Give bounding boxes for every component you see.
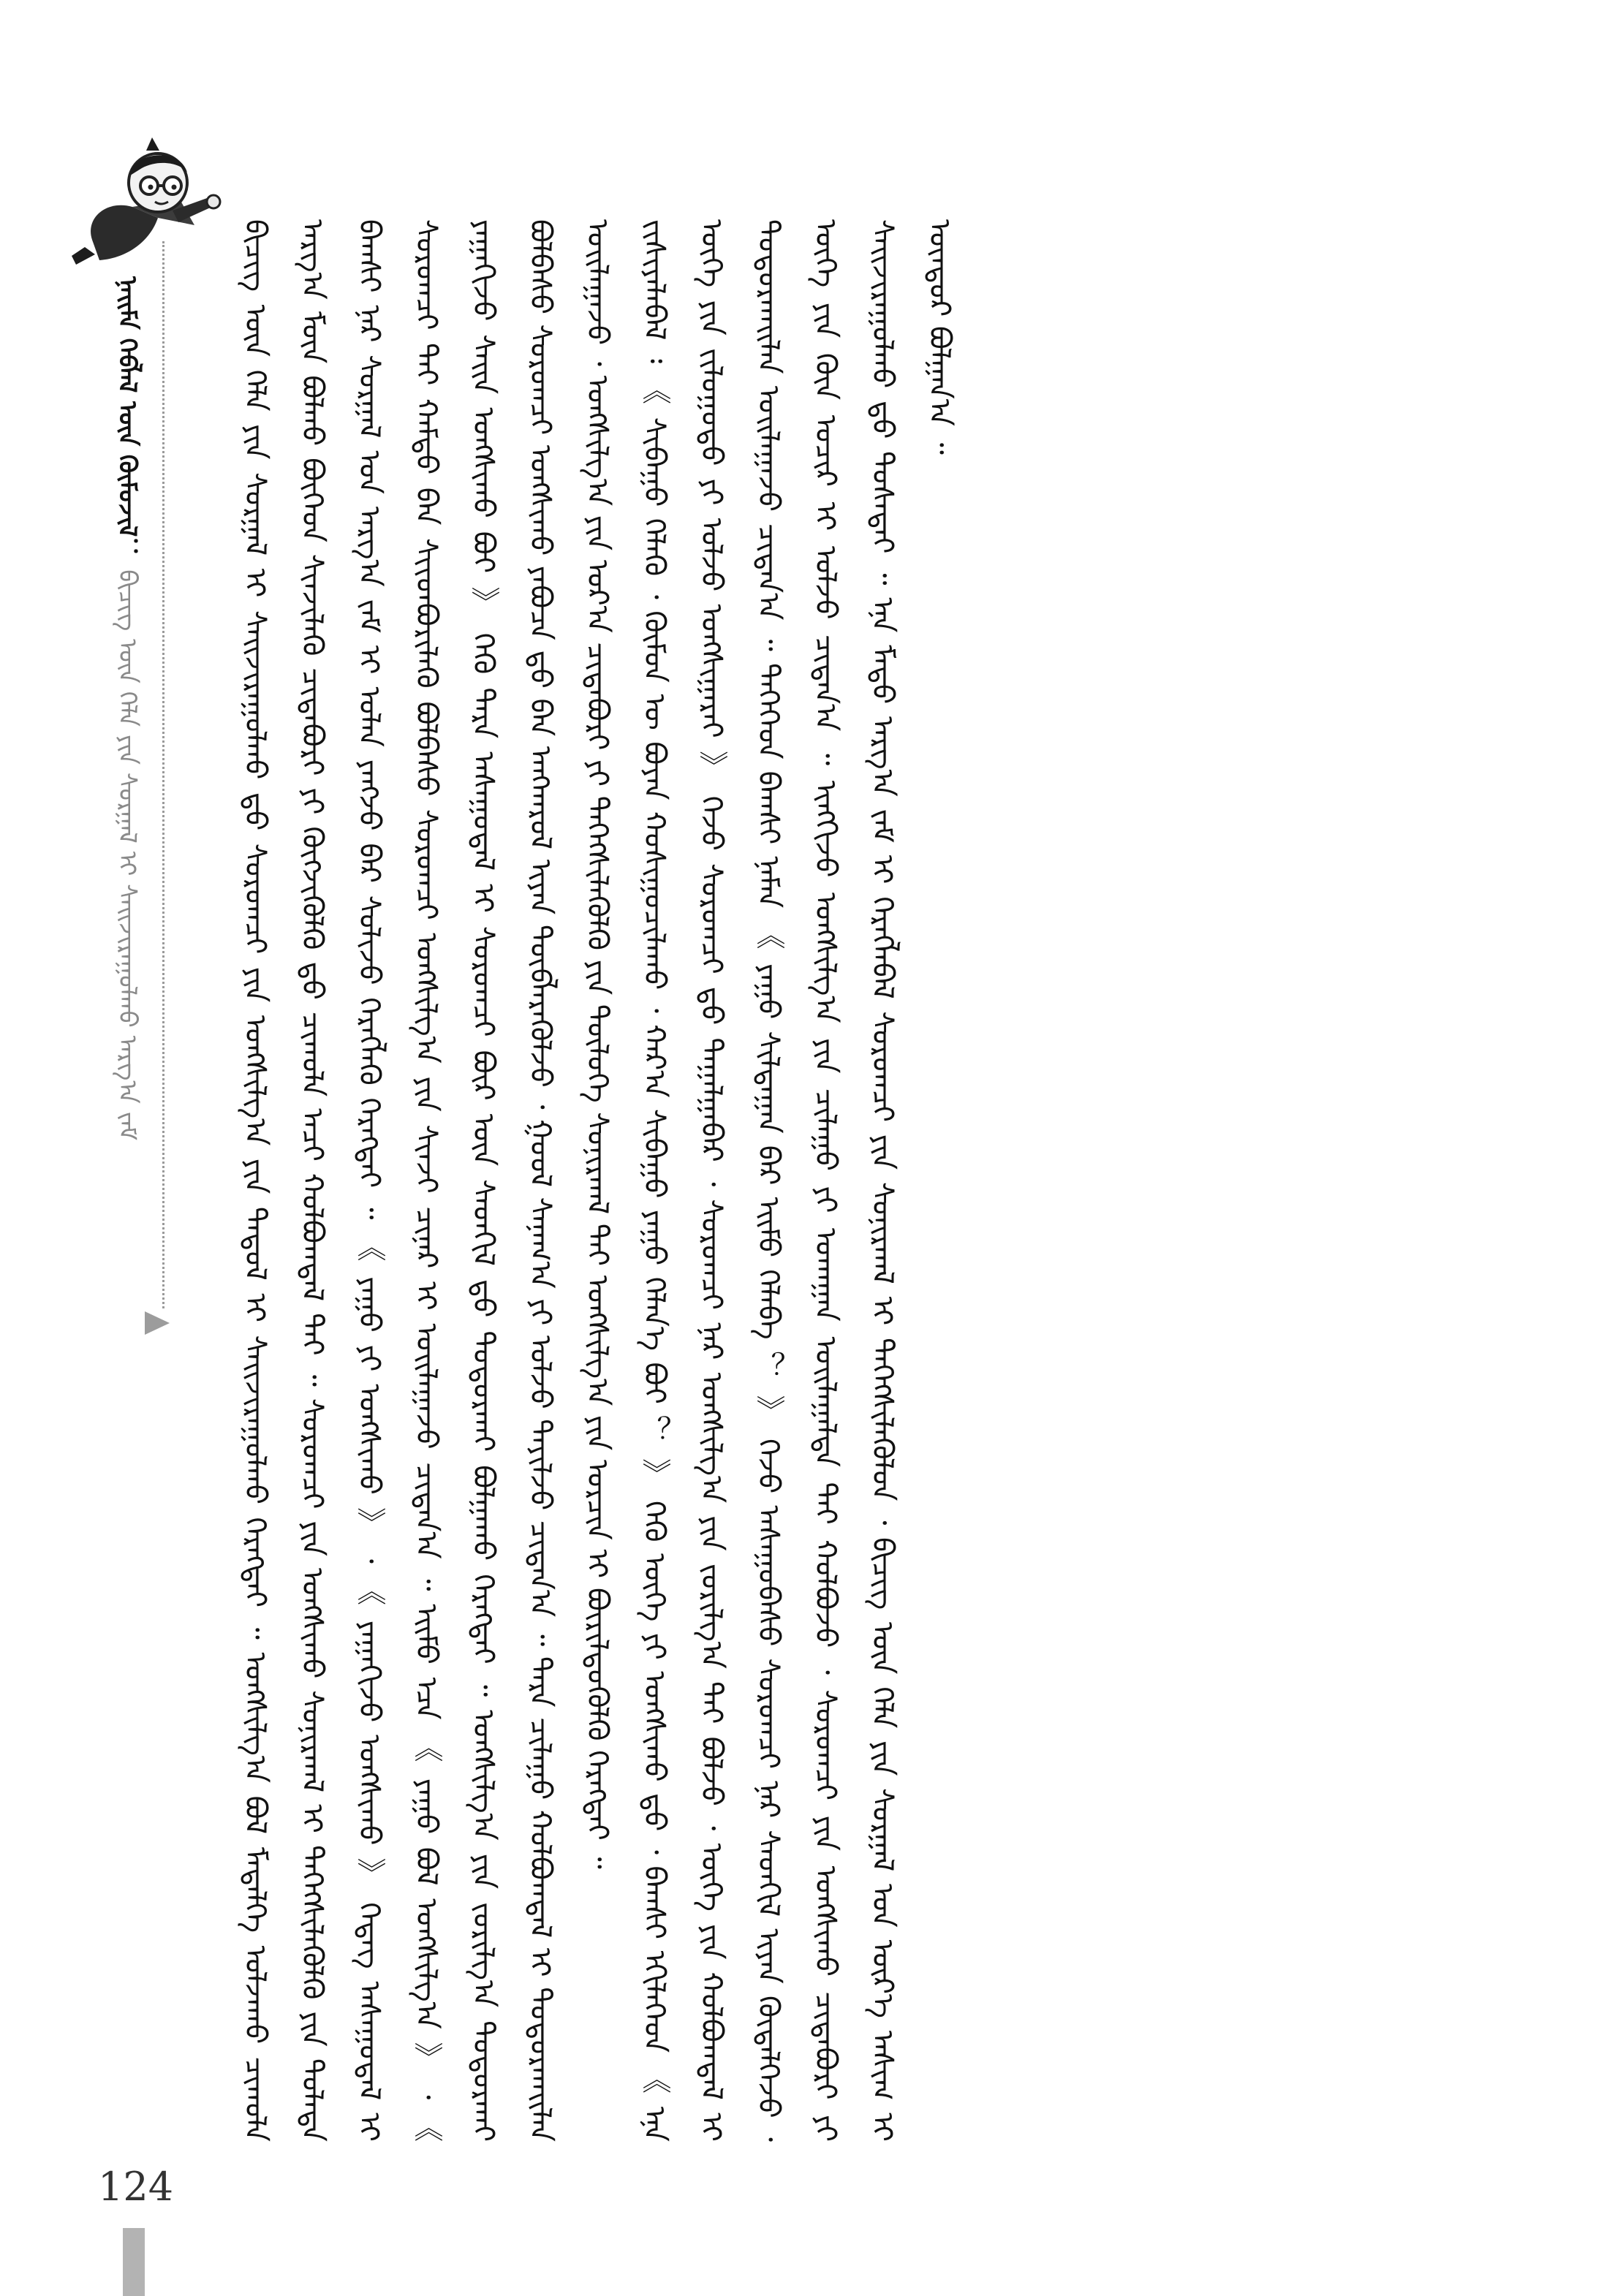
body-text [227,219,1477,2142]
page-number: 124 [98,2164,174,2210]
running-header-section: ᠪᠢᠴᠢᠭ ᠦᠨ ᠬᠡᠯᠡ ᠶᠢᠨ ᠰᠤᠷᠭᠠᠯ ᠢ ᠰᠠᠢᠵᠢᠷᠠᠭᠤᠯᠬᠤ ᠠᠷᠭ᠎ᠠ ᠵᠠᠮ [113,569,142,1141]
running-header-chapter: ᠨᠠᠢᠮᠠ ᠬᠡᠪᠯᠡᠯ ᠦᠨ ᠬᠦᠮᠦᠵᠢᠯ [113,276,142,537]
page-edge-tab [123,2228,145,2296]
arrow-marker-icon [145,1311,170,1335]
header-dotted-rule [162,241,164,1308]
boy-with-glasses-icon [70,130,224,276]
paragraph: ᠵᠢᠱᠢᠶᠡᠯᠡᠪᠡᠯ ᠄ 《 ᠰᠢᠪᠠᠭᠤ ᠬᠡᠯᠡᠬᠦ ᠂ ᠬᠦᠮᠦᠨ ᠦ ᠪᠤᠶᠠᠨ ᠬᠣᠰᠢᠭᠤᠴᠢᠯᠠᠬᠤ ᠂ ᠬᠠᠷ᠎ᠠ ᠰᠢᠪᠠᠭᠤ ᠶᠠᠭᠤ ᠬᠡᠯᠡᠨ᠎ᠡ ᠪᠤᠢ ？ 》 ᠭᠡᠬᠦ ᠦᠭᠡ ᠶᠢ ᠤᠩᠰᠢᠬᠤ ᠳ᠋ᠤ ᠂ ᠪᠠᠭᠰᠢ ᠡᠬᠢᠯᠡᠭᠡᠳ 《 ᠡᠨᠡ ᠦᠭᠡ ᠶᠢᠨ ᠵᠢᠯᠤᠭᠤᠳᠤ ᠶᠢ ᠣᠯᠵᠤ ᠤᠩᠰᠢᠭᠠᠷᠠᠢ 》 ᠭᠡᠵᠦ ᠰᠤᠷᠤᠭᠴᠢ ᠳ᠋ᠤ ᠳᠠᠭᠠᠯᠭᠠᠪᠠᠷ ᠂ ᠰᠤᠷᠤᠭᠴᠢ ᠨᠠᠷ ᠤᠩᠰᠢᠯᠭ᠎ᠠ ᠶᠢᠨ ᠵᠣᠷᠢᠯᠭ᠎ᠠ ᠲᠠᠢ ᠪᠣᠯᠵᠤ ᠂ ᠦᠭᠡ ᠶᠢᠨ ᠬᠣᠯᠪᠣᠭᠳᠠᠯ ᠢ ᠲᠣᠳᠣᠷᠬᠠᠢᠯᠠᠨ ᠣᠢᠯᠠᠭᠠᠵᠤ ᠴᠢᠳᠠᠨ᠎ᠠ ᠃ ᠲᠡᠭᠡᠭᠡᠳ ᠪᠠᠭᠰᠢ ᠨᠡᠮᠡᠨ 《 ᠶᠠᠭᠤ ᠰᠢᠯᠲᠠᠭᠠᠨ ᠪᠠᠷ ᠡᠢᠮᠦ ᠬᠡᠯᠡᠪᠡ ？ 》 ᠭᠡᠵᠦ ᠠᠰᠠᠭᠤᠪᠠᠰᠤ ᠰᠤᠷᠤᠭᠴᠢ ᠨᠠᠷ ᠰᠡᠳᠬᠢᠯ ᠢᠶᠡᠨ ᠬᠥᠳᠡᠯᠭᠡᠵᠦ ᠂ ᠦᠭᠡ ᠶᠢᠨ ᠭᠦᠨ ᠤᠴᠢᠷ ᠢ ᠣᠯᠵᠤ ᠴᠢᠳᠠᠨ᠎ᠠ ᠃ ᠢᠩᠭᠢᠵᠦ ᠤᠩᠰᠢᠯᠭ᠎ᠠ ᠶᠢᠨ ᠴᠢᠯᠠᠭᠤ ᠶᠢ ᠤᠬᠠᠭᠠᠨ ᠣᠢᠯᠠᠭᠠᠯᠲᠠ ᠲᠠᠢ ᠬᠣᠯᠪᠣᠵᠤ ᠂ ᠰᠤᠷᠤᠭᠴᠢ ᠶᠢᠨ ᠤᠩᠰᠢᠬᠤ ᠴᠢᠳᠠᠪᠤᠷᠢ ᠶᠢ ᠰᠠᠢᠵᠢᠷᠠᠭᠤᠯᠬᠤ ᠳ᠋ᠤ ᠲᠤᠰᠠᠲᠠᠢ ᠃ ᠡᠨᠡ ᠮᠡᠲᠦ ᠠᠷᠭ᠎ᠠ ᠵᠠᠮ ᠢ ᠬᠡᠷᠡᠭᠯᠡᠪᠡᠯ ᠰᠤᠷᠤᠭᠴᠢ ᠶᠢᠨ ᠰᠣᠨᠢᠷᠬᠠᠯ ᠢ ᠳᠡᠭᠡᠭᠰᠢᠯᠡᠭᠦᠯᠦᠨ ᠂ ᠪᠢᠴᠢᠭ ᠦᠨ ᠬᠡᠯᠡ ᠶᠢᠨ ᠰᠤᠷᠭᠠᠯ ᠤᠨ ᠦᠷ᠎ᠡ ᠠᠰᠢᠭ ᠢ ᠥᠨᠳᠦᠷ ᠪᠣᠯᠭᠠᠨ᠎ᠠ ᠃ [638,219,956,2142]
running-header [105,276,149,1241]
paragraph: ᠪᠢᠴᠢᠭ ᠦᠨ ᠬᠡᠯᠡ ᠶᠢᠨ ᠰᠤᠷᠭᠠᠯ ᠢ ᠰᠠᠢᠵᠢᠷᠠᠭᠤᠯᠬᠤ ᠳ᠋ᠤ ᠰᠤᠷᠤᠭᠴᠢ ᠶᠢᠨ ᠤᠩᠰᠢᠯᠭ᠎ᠠ ᠶᠢᠨ ᠳᠠᠳᠤᠯ ᠢ ᠰᠠᠢᠵᠢᠷᠠᠭᠤᠯᠬᠤ ᠬᠡᠷᠡᠭᠲᠡᠢ ᠃ ᠤᠩᠰᠢᠯᠭ᠎ᠠ ᠪᠤᠯ ᠮᠡᠳᠡᠯᠭᠡ ᠣᠯᠵᠠᠬᠤ ᠴᠢᠬᠤᠯᠠ ᠠᠷᠭ᠎ᠠ ᠮᠥᠨ ᠪᠣᠯᠬᠣ ᠪᠥᠭᠡᠳ ᠰᠢᠨᠵᠢᠯᠡᠬᠦ ᠴᠢᠳᠠᠪᠤᠷᠢ ᠶᠢ ᠬᠥᠭᠵᠢᠭᠦᠯᠬᠦ ᠳ᠋ᠤ ᠴᠢᠬᠤᠯᠠ ᠠᠴᠢ ᠬᠣᠯᠪᠣᠭᠳᠠᠯ ᠲᠠᠢ ᠃ ᠰᠤᠷᠤᠭᠴᠢ ᠶᠢᠨ ᠤᠩᠰᠢᠬᠤ ᠰᠣᠨᠢᠷᠬᠠᠯ ᠢ ᠳᠡᠭᠡᠭᠰᠢᠯᠡᠭᠦᠯᠬᠦ ᠶᠢᠨ ᠲᠤᠯᠠᠳᠠ ᠪᠠᠭᠰᠢ ᠨᠠᠷ ᠰᠤᠷᠭᠠᠯ ᠤᠨ ᠠᠷᠭ᠎ᠠ ᠵᠠᠮ ᠢ ᠣᠯᠠᠨ ᠶᠠᠩᠵᠤ ᠪᠠᠷ ᠰᠣᠯᠢᠵᠤ ᠬᠡᠷᠡᠭᠯᠡᠬᠦ ᠬᠡᠷᠡᠭᠲᠡᠢ ᠃ 《 ᠶᠠᠭᠤ ᠶᠢ ᠤᠩᠰᠢᠬᠤ 》 ᠂ 《 ᠶᠠᠭᠠᠬᠢᠵᠤ ᠤᠩᠰᠢᠬᠤ 》 ᠭᠡᠳᠡᠭ ᠠᠰᠠᠭᠤᠳᠠᠯ ᠢ ᠰᠤᠷᠤᠭᠴᠢ ᠲᠠᠢ ᠬᠠᠮᠲᠤ ᠪᠡᠨ ᠰᠢᠢᠳᠪᠦᠷᠢᠯᠡᠬᠦ ᠪᠣᠯᠪᠠᠰᠤ ᠰᠤᠷᠤᠭᠴᠢ ᠤᠩᠰᠢᠯᠭ᠎ᠠ ᠶᠢᠨ ᠰᠢᠨᠵᠢ ᠴᠢᠨᠠᠷ ᠢ ᠣᠢᠯᠠᠭᠠᠵᠤ ᠴᠢᠳᠠᠨ᠎ᠠ ᠃ ᠡᠢᠮᠦ ᠡᠴᠡ 《 ᠶᠠᠭᠤ ᠪᠣᠯ ᠤᠩᠰᠢᠯᠭ᠎ᠠ 》 ᠂ 《 ᠶᠠᠭᠠᠬᠢᠵᠤ ᠰᠠᠢᠨ ᠤᠩᠰᠢᠬᠤ ᠪᠤᠢ 》 ᠭᠡᠬᠦ ᠲᠡᠷᠡ ᠠᠰᠠᠭᠤᠳᠠᠯ ᠢ ᠰᠤᠷᠤᠭᠴᠢ ᠪᠦᠷ ᠦᠨ ᠰᠡᠳᠬᠢᠯ ᠳ᠋ᠤ ᠲᠣᠳᠣᠷᠬᠠᠢ ᠪᠣᠯᠭᠠᠬᠤ ᠬᠡᠷᠡᠭᠲᠡᠢ ᠃ ᠤᠩᠰᠢᠯᠭ᠎ᠠ ᠶᠢᠨ ᠵᠣᠷᠢᠯᠭ᠎ᠠ ᠲᠣᠳᠣᠷᠬᠠᠢ ᠪᠣᠯᠪᠠᠰᠤ ᠰᠤᠷᠤᠭᠴᠢ ᠤᠩᠰᠢᠬᠤ ᠶᠠᠪᠤᠴᠠ ᠳ᠋ᠤ ᠪᠡᠨ ᠠᠩᠬᠠᠷᠤᠯ ᠢᠶᠡᠨ ᠲᠥᠪᠯᠡᠷᠡᠭᠦᠯᠵᠦ ᠂ ᠭᠣᠤᠯ ᠰᠠᠨᠠᠭ᠎ᠠ ᠶᠢ ᠣᠯᠵᠤ ᠲᠡᠶᠢᠯᠵᠦ ᠴᠢᠳᠠᠨ᠎ᠠ ᠃ ᠲᠡᠷᠡ ᠴᠢᠯᠠᠭᠤ ᠬᠣᠯᠪᠣᠭᠳᠠᠯ ᠢ ᠲᠣᠳᠣᠷᠬᠠᠢᠯᠠᠨ ᠣᠢᠯᠠᠭᠠᠵᠤ ᠂ ᠤᠩᠰᠢᠯᠭ᠎ᠠ ᠶᠢᠨ ᠤᠷ᠎ᠠ ᠴᠢᠳᠠᠪᠤᠷᠢ ᠶᠢ ᠳᠡᠭᠡᠭᠰᠢᠯᠡᠭᠦᠯᠬᠦ ᠶᠢᠨ ᠲᠥᠯᠦᠭᠡ ᠰᠣᠨᠢᠷᠬᠠᠯ ᠲᠠᠢ ᠤᠩᠰᠢᠯᠭ᠎ᠠ ᠶᠢᠨ ᠤᠷᠴᠢᠨ ᠢ ᠪᠦᠷᠢᠯᠳᠦᠭᠦᠯᠬᠦ ᠬᠡᠷᠡᠭᠲᠡᠢ ᠃ [238,219,614,2142]
running-header-separator: ： [113,537,142,562]
